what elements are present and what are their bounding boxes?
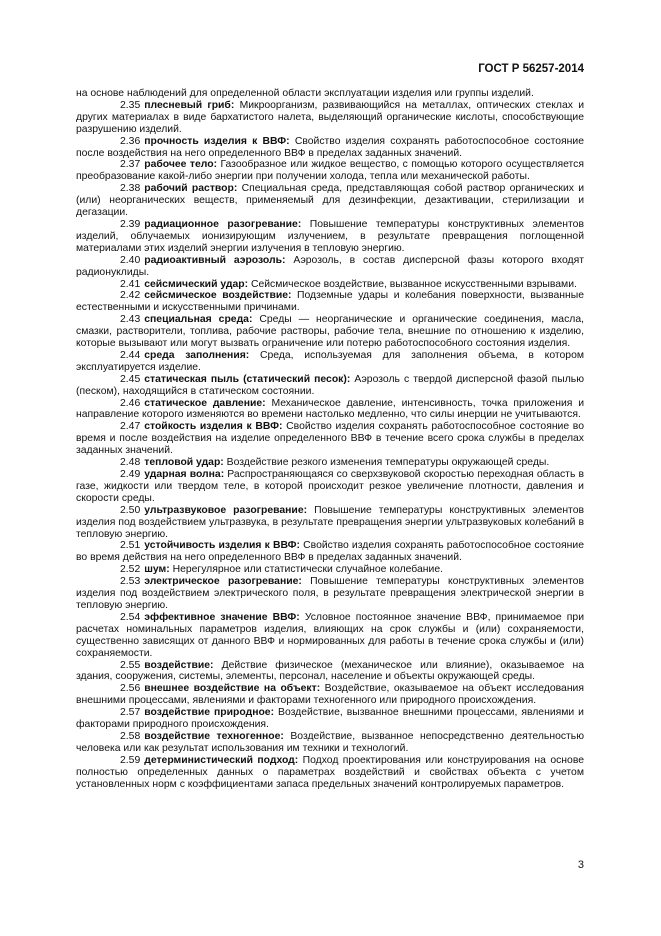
term-entry [76, 350, 584, 374]
term-number: 2.45 [120, 373, 141, 385]
term-entry [76, 159, 584, 183]
term-definition: Свойство изделия сохранять работоспособное состояние во время и после воздействия на изделие определенного ВВФ в течение всего срока службы в пределах заданных значений. [76, 421, 584, 457]
term-entry [76, 457, 584, 469]
term-number: 2.57 [120, 707, 141, 719]
term-entry [76, 505, 584, 541]
term-name: рабочее тело: [144, 159, 218, 171]
term-name: воздействие техногенное: [144, 730, 284, 742]
term-name: радиоактивный аэрозоль: [144, 254, 286, 266]
term-name: среда заполнения: [144, 349, 250, 361]
term-name: эффективное значение ВВФ: [144, 611, 300, 623]
term-name: прочность изделия к ВВФ: [144, 135, 290, 147]
term-number: 2.52 [120, 564, 141, 576]
term-number: 2.41 [120, 278, 141, 290]
term-entry [76, 731, 584, 755]
term-definition: Распространяющаяся со сверхзвуковой скоростью переходная область в газе, жидкости или твердом теле, в которой происходит резкое увеличение плотности, давления и скорости среды. [76, 469, 584, 504]
term-number: 2.48 [120, 457, 141, 469]
term-name: статическая пыль (статический песок): [144, 373, 351, 385]
term-definition: Сейсмическое воздействие, вызванное искусственными взрывами. [250, 278, 577, 290]
term-number: 2.53 [120, 576, 141, 588]
term-entry [76, 755, 584, 791]
term-number: 2.40 [120, 254, 141, 266]
term-name: тепловой удар: [144, 457, 224, 469]
term-definition: Нерегулярное или статистически случайное колебание. [172, 564, 443, 576]
term-entry [76, 290, 584, 314]
term-number: 2.58 [120, 730, 141, 742]
term-entry [76, 660, 584, 684]
term-definition: Свойство изделия сохранять работоспособное состояние после воздействия на него определенного ВВФ в пределах заданных значений. [76, 135, 584, 159]
term-entry [76, 279, 584, 291]
term-name: статическое давление: [144, 397, 266, 409]
term-definition: Аэрозоль с твердой дисперсной фазой пылью (песком), находящийся в статическом состоянии. [76, 373, 585, 397]
term-number: 2.42 [120, 290, 141, 302]
term-definition: Воздействие, оказываемое на объект исследования внешними процессами, явлениями и факторами техногенного или природного происхождения. [76, 683, 584, 707]
term-number: 2.49 [120, 469, 141, 480]
term-definition: Условное постоянное значение ВВФ, принимаемое при расчетах номинальных параметров изделия, влияющих на срок службы и (или) сохраняемости, существенно зависящих от данного ВВФ и нормированных для работы в течение срока службы и (или) сохраняемости. [76, 611, 584, 659]
term-number: 2.56 [120, 683, 141, 695]
term-definition: Специальная среда, представляющая собой раствор органических и (или) неорганических веществ, применяемый для дезинфекции, дезактивации, стерилизации и дегазации. [76, 183, 584, 219]
document-id-header: ГОСТ Р 56257-2014 [478, 63, 584, 75]
term-definition: Механическое давление, интенсивность, точка приложения и направление которого изменяются во времени настолько медленно, что силы инерции не учитываются. [76, 397, 585, 421]
term-number: 2.59 [120, 754, 141, 766]
term-name: устойчивость изделия к ВВФ: [144, 540, 301, 552]
term-entry [76, 540, 584, 564]
term-definition: Повышение температуры конструктивных элементов изделия под воздействием ультразвука, в результате превращения энергии ультразвуковых колебаний в тепловую энергию. [76, 504, 584, 540]
term-name: радиационное разогревание: [144, 218, 302, 230]
term-definition: Среды — неорганические и органические соединения, масла, смазки, растворители, топлива, рабочие растворы, рабочие тела, внешние по отношению к изделию, которые вызывают или могут вызвать ограничение или потерю работоспособного состояния изделия. [76, 314, 584, 350]
term-number: 2.55 [120, 659, 141, 671]
term-name: рабочий раствор: [144, 183, 238, 195]
term-entry [76, 398, 584, 422]
term-name: электрическое разогревание: [144, 576, 302, 588]
terms-section [76, 88, 584, 790]
term-entry [76, 219, 584, 255]
term-definition: Микроорганизм, развивающийся на металлах, оптических стеклах и других материалах в виде бархатистого налета, выделяющий органические кислоты, способствующие разрушению изделий. [76, 99, 584, 135]
term-number: 2.51 [120, 540, 141, 552]
term-name: ультразвуковое разогревание: [144, 504, 308, 516]
term-number: 2.36 [120, 135, 141, 147]
term-number: 2.38 [120, 183, 141, 195]
term-name: детерминистический подход: [144, 754, 299, 766]
term-definition: Газообразное или жидкое вещество, с помощью которого осуществляется преобразование какой-либо энергии при получении холода, тепла или механической работы. [76, 159, 584, 183]
term-definition: Воздействие, вызванное внешними процессами, явлениями и факторами природного происхождения. [76, 707, 584, 731]
term-name: сейсмический удар: [144, 278, 249, 290]
term-list [76, 100, 584, 791]
term-entry [76, 469, 584, 505]
term-definition: Воздействие резкого изменения температуры окружающей среды. [226, 457, 550, 469]
term-name: шум: [144, 564, 170, 576]
term-number: 2.43 [120, 314, 141, 326]
term-entry [76, 683, 584, 707]
term-definition: Подход проектирования или конструирования на основе полностью определенных данных о параметрах воздействий и свойствах объекта с учетом установленных норм с коэффициентами запаса предельных значений контролируемых параметров. [76, 754, 584, 790]
term-definition: Подземные удары и колебания поверхности, вызванные естественными и искусственными причинами. [76, 290, 584, 314]
term-definition: Аэрозоль, в состав дисперсной фазы которого входят радионуклиды. [76, 254, 584, 278]
term-number: 2.47 [120, 421, 141, 433]
term-definition: Повышение температуры конструктивных элементов изделий, облучаемых ионизирующим излучением, в результате превращения поглощенной материалами этих изделий энергии излучения в тепловую энергию. [76, 218, 584, 254]
term-definition: Среда, используемая для заполнения объема, в котором эксплуатируется изделие. [76, 349, 584, 373]
term-definition: Повышение температуры конструктивных элементов изделия под воздействием электрического поля, в результате превращения электрической энергии в тепловую энергию. [76, 576, 584, 611]
term-name: внешнее воздействие на объект: [144, 683, 321, 695]
term-entry [76, 183, 584, 219]
term-entry [76, 707, 584, 731]
term-entry [76, 255, 584, 279]
term-entry [76, 576, 584, 612]
term-definition: Свойство изделия сохранять работоспособное состояние во время действия на него определенного ВВФ в пределах заданных значений. [76, 540, 584, 564]
term-name: стойкость изделия к ВВФ: [144, 421, 283, 433]
term-entry [76, 136, 584, 160]
term-name: воздействие природное: [144, 707, 275, 719]
term-definition: Действие физическое (механическое или влияние), оказываемое на здания, сооружения, системы, элементы, персонал, население и объекты окружающей среды. [76, 659, 584, 683]
page-number: 3 [577, 859, 584, 871]
term-number: 2.50 [120, 504, 141, 516]
term-entry [76, 564, 584, 576]
term-name: воздействие: [144, 659, 214, 671]
term-number: 2.35 [120, 99, 141, 111]
term-definition: Воздействие, вызванное непосредственно деятельностью человека или как результат использования им техники и технологий. [76, 730, 585, 754]
term-entry [76, 314, 584, 350]
term-name: специальная среда: [144, 314, 253, 326]
term-name: ударная волна: [144, 469, 225, 480]
term-number: 2.44 [120, 349, 141, 361]
term-entry [76, 374, 584, 398]
term-name: плесневый гриб: [144, 99, 235, 111]
term-number: 2.37 [120, 159, 141, 171]
continuation-paragraph: на основе наблюдений для определенной области эксплуатации изделия или группы изделий. [76, 88, 534, 99]
term-entry [76, 100, 584, 136]
term-number: 2.54 [120, 611, 141, 623]
term-entry [76, 612, 584, 660]
term-entry [76, 421, 584, 457]
term-number: 2.46 [120, 397, 141, 409]
term-name: сейсмическое воздействие: [144, 290, 292, 302]
term-number: 2.39 [120, 218, 141, 230]
